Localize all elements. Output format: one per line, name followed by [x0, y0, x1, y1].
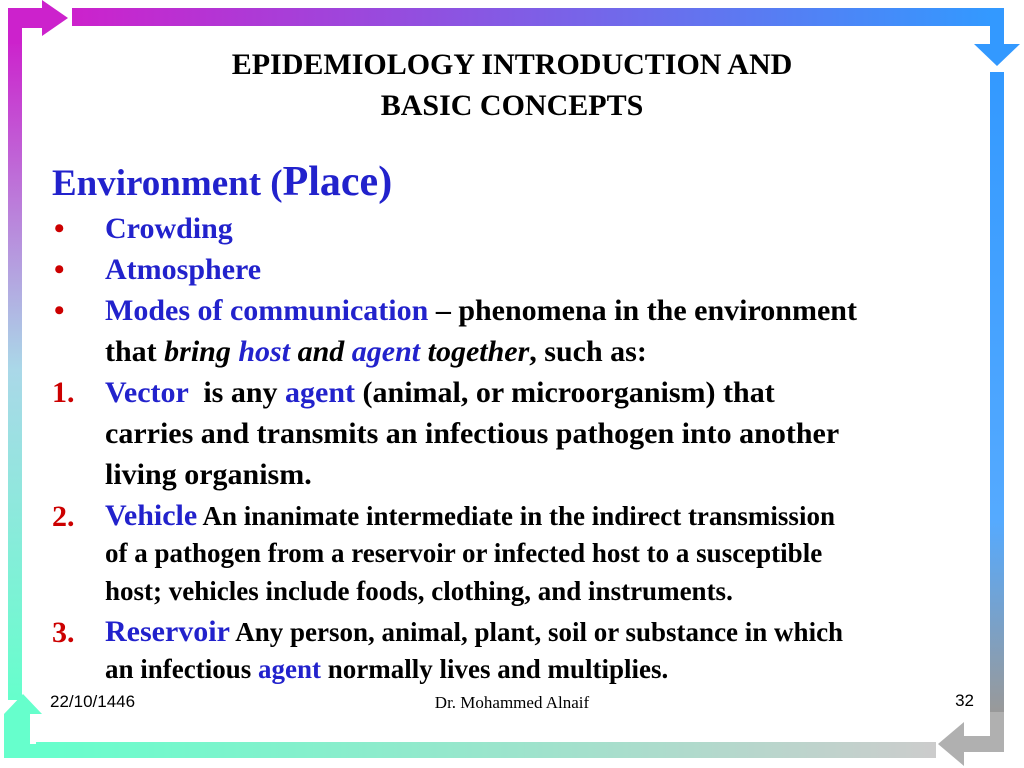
modes-bring: bring — [164, 335, 239, 368]
slide-title-line2: BASIC CONCEPTS — [380, 89, 644, 122]
heading-part2: Place) — [282, 159, 393, 205]
vehicle-text: An inanimate intermediate in the indirect transmission — [197, 501, 835, 531]
bullet-icon: • — [54, 212, 65, 245]
modes-end: , such as: — [529, 335, 647, 368]
modes-agent: agent — [351, 335, 421, 368]
bullet-crowding: Crowding — [105, 212, 233, 245]
modes-term: Modes of communication — [105, 294, 429, 327]
item-vector-line1 — [105, 372, 975, 413]
reservoir-text-b: normally lives and multiplies. — [321, 654, 669, 684]
bullet-modes-line1 — [105, 290, 975, 331]
item-vehicle-line2: of a pathogen from a reservoir or infected host to a susceptible — [105, 538, 823, 568]
item-number: 1. — [52, 376, 75, 409]
item-vector-line2: carries and transmits an infectious pathogen into another — [105, 417, 840, 450]
bullet-icon: • — [54, 294, 65, 327]
item-vector-line3: living organism. — [105, 458, 312, 491]
item-vehicle-line3: host; vehicles include foods, clothing, and instruments. — [105, 576, 733, 606]
heading-part1: Environment ( — [52, 163, 283, 204]
reservoir-text-a: an infectious — [105, 654, 259, 684]
modes-that: that — [105, 335, 165, 368]
item-vehicle-line1 — [105, 497, 975, 535]
vector-agent: agent — [285, 376, 356, 409]
item-number: 2. — [52, 500, 75, 533]
reservoir-agent: agent — [258, 654, 322, 684]
item-reservoir-line2 — [105, 651, 975, 688]
vector-text-a: is any — [188, 376, 286, 409]
vector-term: Vector — [105, 376, 189, 409]
vector-text-b: (animal, or microorganism) that — [355, 376, 775, 409]
footer-author: Dr. Mohammed Alnaif — [434, 693, 590, 712]
reservoir-term: Reservoir — [105, 615, 230, 648]
item-reservoir-line1 — [105, 613, 975, 651]
modes-rest: – phenomena in the environment — [428, 294, 857, 327]
vehicle-term: Vehicle — [105, 499, 198, 532]
bullet-icon: • — [54, 253, 65, 286]
bullet-modes-line2 — [105, 331, 975, 372]
footer-date: 22/10/1446 — [50, 692, 136, 711]
page-number: 32 — [955, 691, 974, 710]
reservoir-text: Any person, animal, plant, soil or substance in which — [229, 617, 844, 647]
bullet-atmosphere: Atmosphere — [105, 253, 262, 286]
modes-together: together — [420, 335, 530, 368]
modes-host: host — [238, 335, 291, 368]
modes-and: and — [290, 335, 352, 368]
slide-title-line1: EPIDEMIOLOGY INTRODUCTION AND — [231, 48, 793, 81]
item-number: 3. — [52, 616, 75, 649]
